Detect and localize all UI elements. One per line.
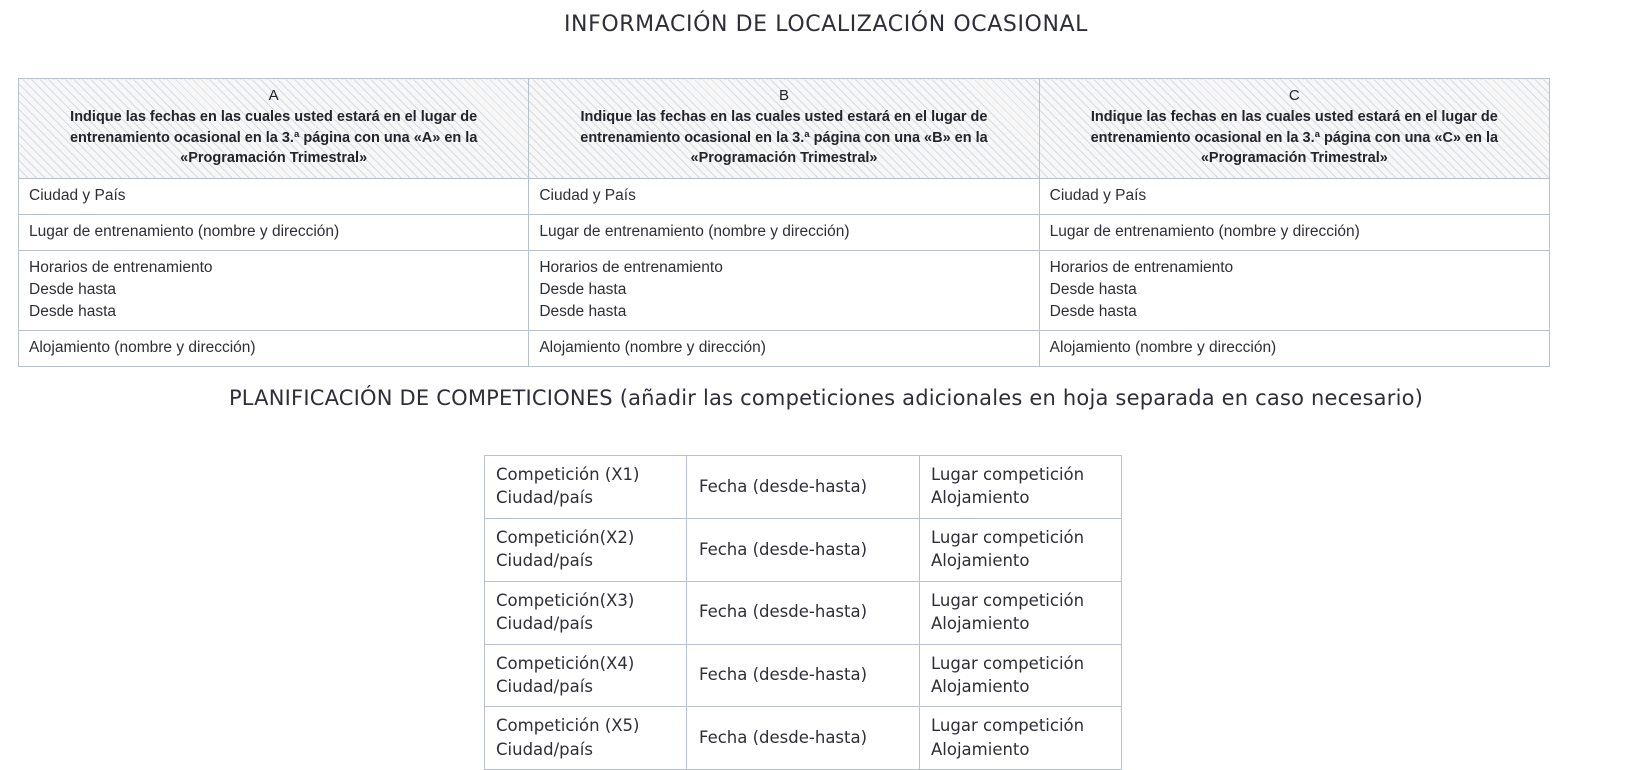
table-row bbox=[19, 214, 1550, 250]
cell-line: Ciudad y País bbox=[1049, 186, 1147, 204]
lodging-label: Alojamiento bbox=[931, 676, 1030, 696]
table-row bbox=[485, 644, 1122, 707]
page-title-competitions: PLANIFICACIÓN DE COMPETICIONES (añadir las competiciones adicionales en hoja separada en caso necesario) bbox=[228, 386, 1424, 410]
competition-table-container bbox=[484, 455, 1084, 770]
competition-table bbox=[484, 455, 1122, 770]
cell-line: Desde hasta bbox=[539, 302, 627, 320]
column-header-c bbox=[1039, 79, 1549, 179]
cell-horarios-c[interactable] bbox=[1039, 250, 1549, 330]
cell-competition-name-4[interactable] bbox=[485, 644, 687, 707]
table-row bbox=[485, 518, 1122, 581]
localisation-table-container bbox=[18, 78, 1550, 367]
place-label: Lugar competición bbox=[931, 465, 1085, 484]
column-letter-b: B bbox=[778, 87, 789, 104]
localisation-table-head bbox=[19, 79, 1550, 179]
place-label: Lugar competición bbox=[931, 527, 1085, 547]
cell-competition-place-5[interactable] bbox=[920, 707, 1122, 770]
competition-table-body bbox=[485, 456, 1122, 770]
table-row bbox=[19, 178, 1550, 214]
cell-competition-place-2[interactable] bbox=[920, 518, 1122, 581]
cell-line: Horarios de entrenamiento bbox=[539, 258, 723, 276]
cell-line: Desde hasta bbox=[29, 280, 117, 298]
cell-line: Alojamiento (nombre y dirección) bbox=[29, 338, 256, 356]
cell-competition-name-5[interactable] bbox=[485, 707, 687, 770]
cell-line: Lugar de entrenamiento (nombre y dirección) bbox=[1049, 222, 1360, 240]
cell-lugar-entrenamiento-b[interactable] bbox=[529, 214, 1039, 250]
cell-line: Ciudad y País bbox=[29, 186, 126, 204]
table-row bbox=[485, 707, 1122, 770]
column-instruction-b: Indique las fechas en las cuales usted estará en el lugar de entrenamiento ocasional en la 3.ª página con una «B» en la «Programación Trimestral» bbox=[580, 109, 988, 167]
cell-line: Lugar de entrenamiento (nombre y dirección) bbox=[29, 222, 340, 240]
cell-line: Desde hasta bbox=[1049, 302, 1137, 320]
cell-horarios-b[interactable] bbox=[529, 250, 1039, 330]
cell-competition-date-2[interactable]: Fecha (desde-hasta) bbox=[687, 518, 920, 581]
localisation-table bbox=[18, 78, 1550, 367]
column-instruction-c: Indique las fechas en las cuales usted estará en el lugar de entrenamiento ocasional en la 3.ª página con una «C» en la «Programación Trimestral» bbox=[1090, 109, 1499, 167]
city-country-label: Ciudad/país bbox=[496, 614, 593, 634]
table-row bbox=[19, 330, 1550, 366]
cell-horarios-a[interactable] bbox=[19, 250, 529, 330]
column-letter-c: C bbox=[1288, 87, 1300, 104]
cell-line: Desde hasta bbox=[29, 302, 117, 320]
city-country-label: Ciudad/país bbox=[496, 488, 593, 508]
column-instruction-a: Indique las fechas en las cuales usted estará en el lugar de entrenamiento ocasional en la 3.ª página con una «A» en la «Programación Trimestral» bbox=[69, 109, 478, 167]
cell-competition-place-3[interactable] bbox=[920, 581, 1122, 644]
cell-ciudad-pais-b[interactable] bbox=[529, 178, 1039, 214]
cell-alojamiento-b[interactable] bbox=[529, 330, 1039, 366]
cell-lugar-entrenamiento-c[interactable] bbox=[1039, 214, 1549, 250]
cell-competition-date-5[interactable]: Fecha (desde-hasta) bbox=[687, 707, 920, 770]
cell-competition-place-1[interactable] bbox=[920, 456, 1122, 519]
lodging-label: Alojamiento bbox=[931, 551, 1030, 571]
cell-ciudad-pais-a[interactable] bbox=[19, 178, 529, 214]
table-row bbox=[19, 250, 1550, 330]
cell-line: Lugar de entrenamiento (nombre y dirección) bbox=[539, 222, 850, 240]
page-title-localisation: INFORMACIÓN DE LOCALIZACIÓN OCASIONAL bbox=[563, 12, 1089, 37]
cell-competition-name-3[interactable] bbox=[485, 581, 687, 644]
cell-competition-place-4[interactable] bbox=[920, 644, 1122, 707]
cell-line: Horarios de entrenamiento bbox=[1049, 258, 1234, 276]
cell-line: Desde hasta bbox=[539, 280, 627, 298]
column-letter-a: A bbox=[268, 87, 279, 104]
cell-competition-name-2[interactable] bbox=[485, 518, 687, 581]
cell-competition-name-1[interactable] bbox=[485, 456, 687, 519]
competition-label: Competición (X5) bbox=[496, 716, 640, 736]
lodging-label: Alojamiento bbox=[931, 488, 1030, 508]
cell-competition-date-4[interactable]: Fecha (desde-hasta) bbox=[687, 644, 920, 707]
cell-line: Horarios de entrenamiento bbox=[29, 258, 213, 276]
table-header-row bbox=[19, 79, 1550, 179]
cell-line: Alojamiento (nombre y dirección) bbox=[539, 338, 766, 356]
cell-competition-date-1[interactable]: Fecha (desde-hasta) bbox=[687, 456, 920, 519]
cell-competition-date-3[interactable]: Fecha (desde-hasta) bbox=[687, 581, 920, 644]
cell-line: Desde hasta bbox=[1049, 280, 1137, 298]
place-label: Lugar competición bbox=[931, 590, 1085, 610]
lodging-label: Alojamiento bbox=[931, 614, 1030, 634]
table-row bbox=[485, 456, 1122, 519]
place-label: Lugar competición bbox=[931, 653, 1085, 673]
lodging-label: Alojamiento bbox=[931, 739, 1030, 759]
localisation-table-body bbox=[19, 178, 1550, 366]
competition-label: Competición(X3) bbox=[496, 590, 635, 610]
cell-alojamiento-a[interactable] bbox=[19, 330, 529, 366]
cell-alojamiento-c[interactable] bbox=[1039, 330, 1549, 366]
city-country-label: Ciudad/país bbox=[496, 551, 593, 571]
competition-label: Competición (X1) bbox=[496, 465, 640, 484]
competition-label: Competición(X2) bbox=[496, 527, 635, 547]
competition-label: Competición(X4) bbox=[496, 653, 635, 673]
city-country-label: Ciudad/país bbox=[496, 739, 593, 759]
cell-ciudad-pais-c[interactable] bbox=[1039, 178, 1549, 214]
table-row bbox=[485, 581, 1122, 644]
cell-line: Ciudad y País bbox=[539, 186, 636, 204]
city-country-label: Ciudad/país bbox=[496, 676, 593, 696]
cell-lugar-entrenamiento-a[interactable] bbox=[19, 214, 529, 250]
column-header-b bbox=[529, 79, 1039, 179]
cell-line: Alojamiento (nombre y dirección) bbox=[1049, 338, 1277, 356]
place-label: Lugar competición bbox=[931, 716, 1085, 736]
column-header-a bbox=[19, 79, 529, 179]
